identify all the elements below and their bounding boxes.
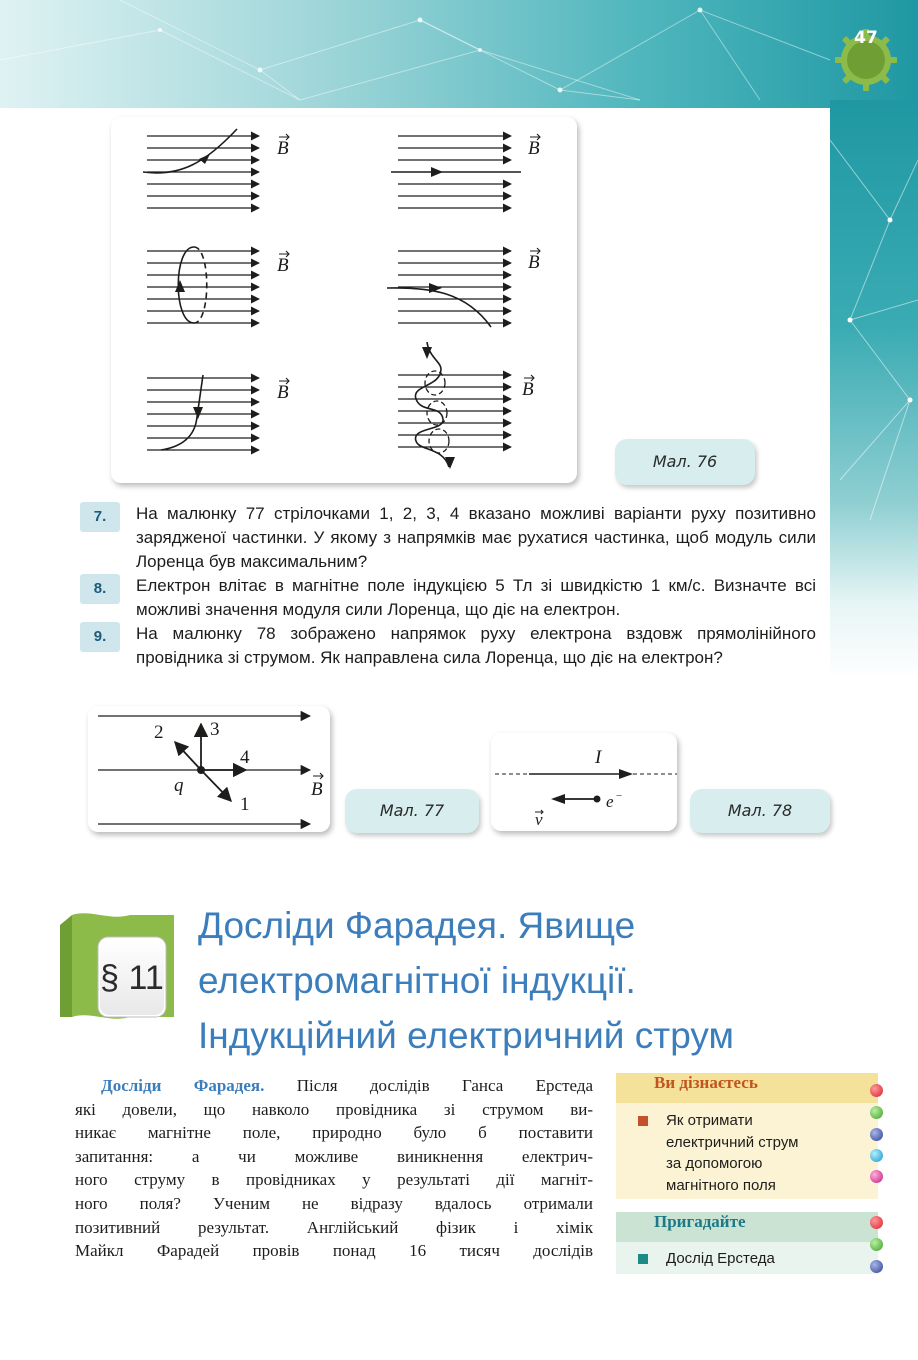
fig76-label-f: B: [522, 379, 534, 400]
arrow-label-2: 2: [154, 722, 164, 743]
section-number: § 11: [100, 959, 164, 997]
paragraph-line-8: Майкл Фарадей провів понад 16 тисяч дослідів: [75, 1241, 593, 1261]
recall-box-item: [616, 1248, 878, 1270]
learn-box-item: [616, 1110, 878, 1196]
section-title: [198, 898, 838, 1063]
bullet-square-icon: [638, 1254, 648, 1264]
learn-item-line-1: Як отримати: [666, 1112, 753, 1129]
electron-charge-sign: −: [616, 790, 623, 802]
paragraph-line-5: ного струму в провідниках у результаті дії магніт-: [75, 1170, 593, 1190]
paragraph-line-1: [75, 1074, 593, 1098]
decor-dot-red-2: [870, 1216, 883, 1229]
figure-76-caption: Мал. 76: [615, 439, 755, 485]
electron-label: e: [606, 792, 614, 811]
section-title-line-1: Досліди Фарадея. Явище: [198, 905, 636, 946]
paragraph-line-7: позитивний результат. Англійський фізик і хімік: [75, 1217, 593, 1237]
side-network-decoration: [830, 100, 918, 700]
figure-78-panel: [491, 733, 677, 831]
arrow-label-4: 4: [240, 747, 250, 768]
paragraph-line-1-text: Після дослідів Ганса Ерстеда: [264, 1076, 594, 1095]
learn-item-line-3: за допомогою: [666, 1155, 763, 1172]
decor-dot-navy: [870, 1128, 883, 1141]
page-number: 47: [854, 28, 878, 48]
decor-dot-cyan: [870, 1149, 883, 1162]
decor-dot-navy-2: [870, 1260, 883, 1273]
paragraph-line-6: ного поля? Ученим не відразу вдалось отримали: [75, 1193, 593, 1213]
charge-dot: [197, 766, 205, 774]
body-paragraph: [75, 1074, 593, 1263]
recall-item-text: Дослід Ерстеда: [666, 1250, 775, 1267]
task-9-text: На малюнку 78 зображено напрямок руху електрона вздовж прямолінійного провідника зі струмом. Як направлена сила Лоренца, що діє на електрон?: [136, 624, 816, 667]
decor-dot-magenta: [870, 1170, 883, 1183]
figure-77-panel: [88, 706, 330, 832]
fig77-field-label: B: [311, 779, 323, 800]
learn-item-line-4: магнітного поля: [666, 1176, 776, 1194]
figure-78-caption: Мал. 78: [690, 789, 830, 833]
task-8-text: Електрон влітає в магнітне поле індукцією 5 Тл зі швидкістю 1 км/с. Визначте всі можливі значення модуля сили Лоренца, що діє на електрон.: [136, 576, 816, 619]
task-7-text: На малюнку 77 стрілочками 1, 2, 3, 4 вказано можливі варіанти руху позитивно зарядженої частинки. У якому з напрямків має рухатися частинка, щоб модуль сили Лоренца був максимальним?: [136, 504, 816, 571]
figure-76-panel: [111, 117, 577, 483]
fig76-label-c: B: [277, 255, 289, 276]
task-7-number: 7.: [80, 502, 120, 532]
recall-box: [616, 1212, 878, 1274]
task-9-number: 9.: [80, 622, 120, 652]
paragraph-line-4: запитання: а чи можливе виникнення електрич-: [75, 1146, 593, 1166]
figure-78-diagram: [491, 733, 677, 831]
velocity-label: v: [535, 810, 543, 829]
recall-box-title: Пригадайте: [616, 1212, 878, 1242]
paragraph-lead: Досліди Фарадея.: [101, 1076, 265, 1095]
bullet-square-icon: [638, 1116, 648, 1126]
paragraph-line-3: никає магнітне поле, природно було б поставити: [75, 1123, 593, 1143]
header-background: [0, 0, 918, 108]
charge-label: q: [174, 775, 184, 796]
fig76-label-d: B: [528, 252, 540, 273]
paragraph-line-2: які довели, що навколо провідника зі струмом ви-: [75, 1099, 593, 1119]
current-label: I: [595, 747, 602, 768]
decor-dot-red: [870, 1084, 883, 1097]
section-badge: [50, 905, 180, 1035]
section-title-line-2: електромагнітної індукції.: [198, 960, 636, 1001]
section-title-line-3: Індукційний електричний струм: [198, 1015, 734, 1056]
fig76-label-a: B: [277, 138, 289, 159]
decor-dot-green-2: [870, 1238, 883, 1251]
learn-box: [616, 1073, 878, 1199]
learn-item-line-2: електричний струм: [666, 1133, 799, 1151]
figure-77-diagram: [88, 706, 330, 832]
task-8-number: 8.: [80, 574, 120, 604]
arrow-label-1: 1: [240, 794, 250, 815]
fig76-label-b: B: [528, 138, 540, 159]
figure-76-diagrams: [111, 117, 577, 483]
learn-box-title: Ви дізнаєтесь: [616, 1073, 878, 1103]
decor-dot-green: [870, 1106, 883, 1119]
network-decoration: [0, 0, 918, 108]
fig76-label-e: B: [277, 382, 289, 403]
arrow-label-3: 3: [210, 719, 220, 740]
figure-77-caption: Мал. 77: [345, 789, 479, 833]
